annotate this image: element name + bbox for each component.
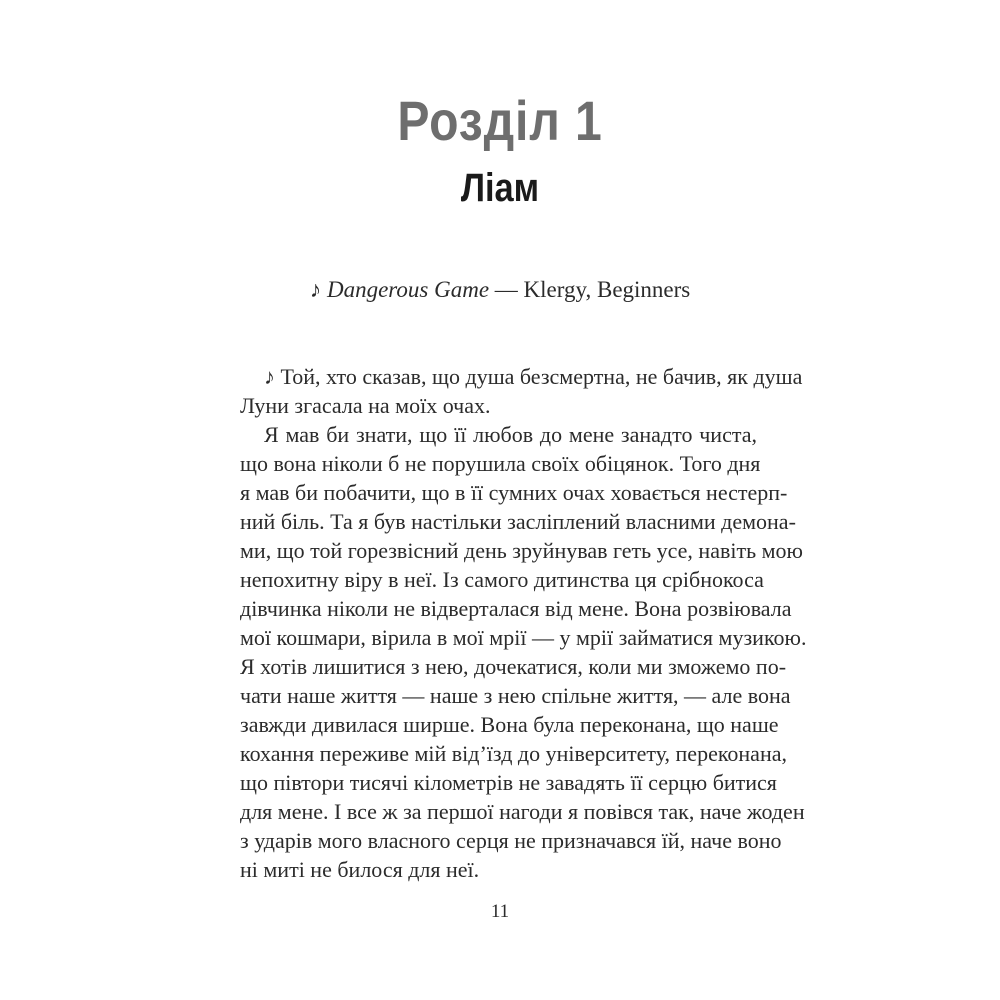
body-text	[240, 362, 807, 884]
epigraph	[0, 277, 1000, 303]
text-line: для мене. І все ж за першої нагоди я повівся так, наче жоден	[240, 799, 805, 824]
chapter-title: Ліам	[460, 166, 540, 210]
text-line: непохитну віру в неї. Із самого дитинства ця срібнокоса	[240, 567, 764, 592]
text-line: з ударів мого власного серця не призначався їй, наче воно	[240, 828, 782, 853]
text-line: ми, що той горезвісний день зруйнував геть усе, навіть мою	[240, 538, 803, 563]
text-line: ний біль. Та я був настільки засліплений власними демона-	[240, 509, 796, 534]
text-line: чати наше життя — наше з нею спільне життя, — але вона	[240, 683, 791, 708]
epigraph-artist: Klergy, Beginners	[523, 277, 691, 302]
text-line: Я хотів лишитися з нею, дочекатися, коли ми зможемо по-	[240, 654, 787, 679]
chapter-number: Розділ 1	[397, 89, 603, 152]
epigraph-song: Dangerous Game	[326, 277, 490, 302]
text-line: кохання переживе мій від’їзд до університету, переконана,	[240, 741, 787, 766]
text-line: Я мав би знати, що її любов до мене занадто чиста,	[264, 422, 757, 447]
music-note-icon: ♪	[309, 277, 322, 302]
page-number: 11	[490, 901, 510, 922]
epigraph-separator: —	[489, 277, 524, 302]
text-line: Луни згасала на моїх очах.	[240, 393, 491, 418]
text-line: мої кошмари, вірила в мої мрії — у мрії займатися музикою.	[240, 625, 807, 650]
text-line: ні миті не билося для неї.	[240, 857, 480, 882]
text-line: що вона ніколи б не порушила своїх обіцянок. Того дня	[240, 451, 761, 476]
text-line: ♪ Той, хто сказав, що душа безсмертна, не бачив, як душа	[264, 364, 803, 389]
text-line: дівчинка ніколи не відверталася від мене. Вона розвіювала	[240, 596, 792, 621]
text-line: я мав би побачити, що в її сумних очах ховається нестерп-	[240, 480, 788, 505]
text-line: що півтори тисячі кілометрів не завадять її серцю битися	[240, 770, 777, 795]
text-line: завжди дивилася ширше. Вона була переконана, що наше	[240, 712, 779, 737]
